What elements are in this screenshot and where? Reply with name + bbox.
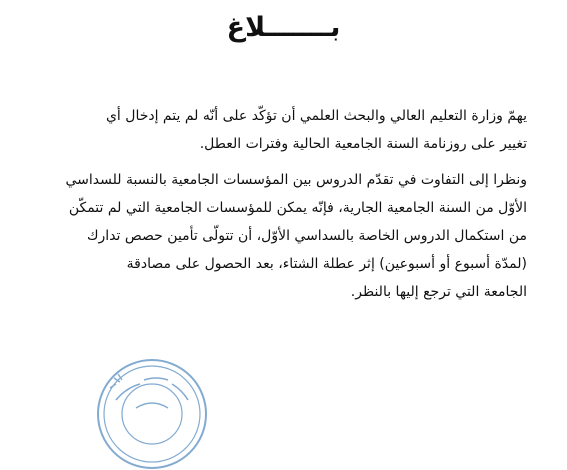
paragraph-1-line-1: يهمّ وزارة التعليم العالي والبحث العلمي أن تؤكّد على أنّه لم يتم إدخال أي bbox=[105, 108, 527, 124]
paragraph-2-line-3: من استكمال الدروس الخاصة بالسداسي الأوّل، أن تتولّى تأمين حصص تدارك bbox=[87, 228, 527, 244]
paragraph-2-line-2: الأوّل من السنة الجامعية الجارية، فإنّه يمكن للمؤسسات الجامعية التي لم تتمكّن bbox=[68, 200, 527, 216]
paragraph-2 bbox=[27, 166, 527, 306]
paragraph-2-line-1: ونظرا إلى التفاوت في تقدّم الدروس بين المؤسسات الجامعية بالنسبة للسداسي bbox=[65, 172, 527, 188]
paragraph-1-line-2: تغيير على روزنامة السنة الجامعية الحالية وفترات العطل. bbox=[199, 136, 527, 152]
paragraph-2-line-4: (لمدّة أسبوع أو أسبوعين) إثر عطلة الشتاء، بعد الحصول على مصادقة bbox=[126, 256, 527, 272]
paragraph-2-line-5: الجامعة التي ترجع إليها بالنظر. bbox=[350, 284, 527, 300]
document-title: بـــــــلاغ bbox=[226, 12, 341, 43]
official-stamp-icon bbox=[96, 358, 208, 470]
paragraph-1 bbox=[27, 102, 527, 158]
